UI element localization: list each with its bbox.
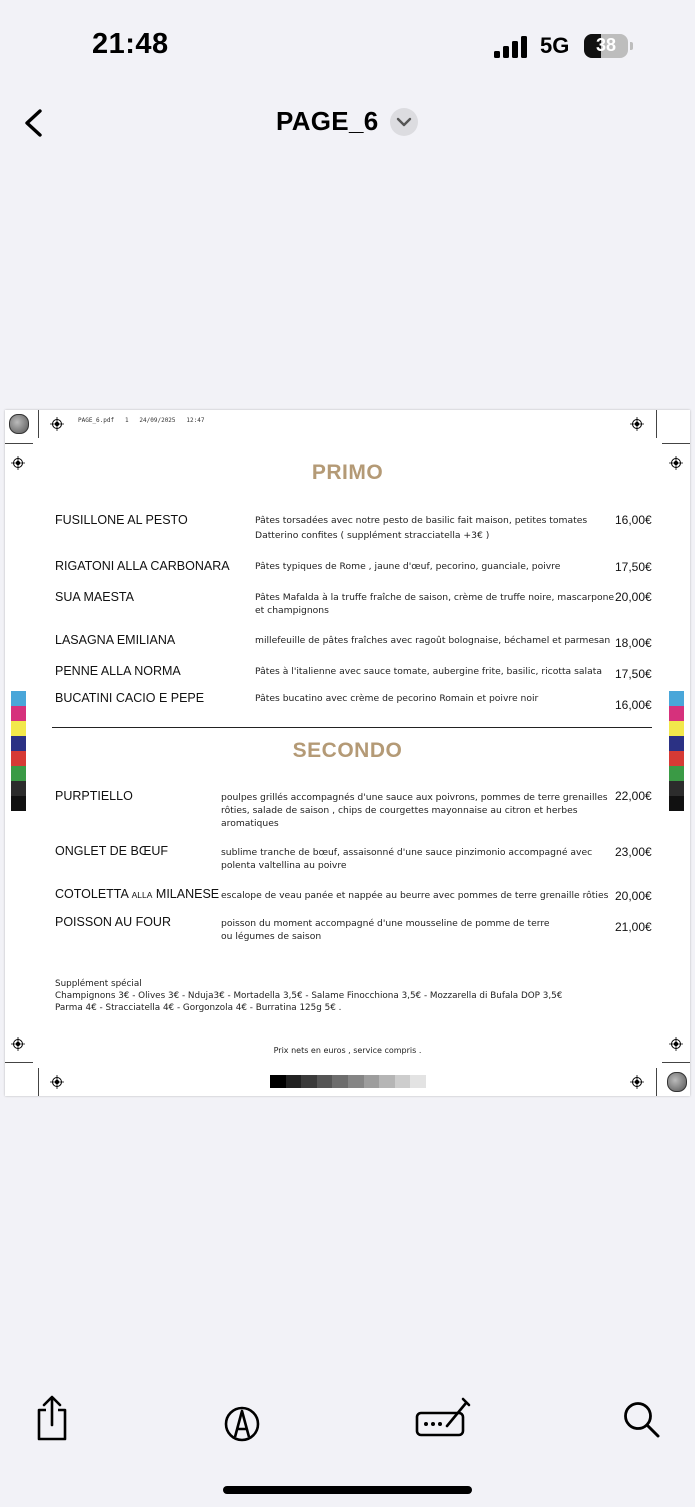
dish-name: SUA MAESTA <box>55 590 134 604</box>
crop-mark <box>38 410 39 438</box>
dish-price: 16,00€ <box>615 513 652 527</box>
pdf-file-info: PAGE_6.pdf 1 24/09/2025 12:47 <box>78 417 205 424</box>
crop-mark <box>656 1068 657 1096</box>
dish-description: Pâtes Mafalda à la truffe fraîche de saison, crème de truffe noire, mascarpone et champignons <box>255 592 615 616</box>
network-type: 5G <box>540 33 570 58</box>
share-icon <box>27 1393 77 1443</box>
color-swatch <box>669 796 684 811</box>
dish-name: COTOLETTA ALLA MILANESE <box>55 887 220 901</box>
bottom-toolbar <box>0 1385 695 1445</box>
price-footnote: Prix nets en euros , service compris . <box>273 1046 422 1055</box>
search-button[interactable] <box>617 1393 667 1443</box>
navigation-bar <box>0 95 695 155</box>
crop-mark <box>662 443 690 444</box>
dish-name: POISSON AU FOUR <box>55 915 171 929</box>
signature-icon <box>414 1393 474 1443</box>
crop-mark <box>662 1062 690 1063</box>
registration-mark-icon <box>50 417 64 431</box>
dish-price: 17,50€ <box>615 560 652 574</box>
dish-description: Pâtes à l'italienne avec sauce tomate, aubergine frite, basilic, ricotta salata <box>255 666 602 677</box>
grayscale-bar <box>270 1075 426 1088</box>
crop-mark <box>656 410 657 438</box>
dish-price: 16,00€ <box>615 698 652 712</box>
dish-name: BUCATINI CACIO E PEPE <box>55 691 205 705</box>
dish-description: escalope de veau panée et nappée au beurre avec pommes de terre grenaille rôties <box>221 890 609 901</box>
battery-icon <box>584 34 628 58</box>
chevron-left-icon <box>16 103 56 143</box>
signature-button[interactable] <box>414 1393 474 1443</box>
title-menu-button[interactable] <box>390 108 418 136</box>
share-button[interactable] <box>27 1393 77 1443</box>
color-swatch <box>669 706 684 721</box>
color-swatch <box>11 721 26 736</box>
section-title-primo: PRIMO <box>311 461 384 484</box>
crop-mark <box>38 1068 39 1096</box>
dish-price: 20,00€ <box>615 889 652 903</box>
section-divider <box>52 727 652 728</box>
dish-name: RIGATONI ALLA CARBONARA <box>55 559 230 573</box>
back-button[interactable] <box>16 103 56 143</box>
registration-mark-icon <box>630 1075 644 1089</box>
color-swatch <box>669 781 684 796</box>
dish-price: 21,00€ <box>615 920 652 934</box>
dish-name: PENNE ALLA NORMA <box>55 664 181 678</box>
chevron-down-icon <box>390 108 418 136</box>
battery-cap <box>630 42 633 50</box>
color-swatch <box>669 766 684 781</box>
markup-button[interactable] <box>217 1393 267 1443</box>
dish-name: FUSILLONE AL PESTO <box>55 513 188 527</box>
dish-name: ONGLET DE BŒUF <box>55 844 168 858</box>
dish-description: millefeuille de pâtes fraîches avec ragoût bolognaise, béchamel et parmesan <box>255 635 611 646</box>
dish-description: Pâtes torsadées avec notre pesto de basilic fait maison, petites tomates Datterino confites ( supplément stracciatella +3€ ) <box>255 515 588 541</box>
color-swatch <box>11 706 26 721</box>
dish-name: PURPTIELLO <box>55 789 133 803</box>
section-title-secondo: SECONDO <box>292 739 403 762</box>
status-bar <box>0 0 695 90</box>
color-swatch <box>11 766 26 781</box>
color-swatch <box>11 781 26 796</box>
dish-description: poisson du moment accompagné d'une mousseline de pomme de terre ou légumes de saison <box>221 918 550 942</box>
dish-price: 17,50€ <box>615 667 652 681</box>
home-indicator[interactable] <box>223 1486 472 1494</box>
crop-mark <box>5 1062 33 1063</box>
document-title[interactable]: PAGE_6 <box>276 106 379 136</box>
color-swatch <box>669 721 684 736</box>
bullseye-mark <box>9 414 29 434</box>
dish-description: sublime tranche de bœuf, assaisonné d'une sauce pinzimonio accompagné avec polenta valtellina au poivre <box>221 847 593 871</box>
dish-description: Pâtes bucatino avec crème de pecorino Romain et poivre noir <box>255 693 539 704</box>
crop-mark <box>5 443 33 444</box>
dish-price: 23,00€ <box>615 845 652 859</box>
bullseye-mark <box>667 1072 687 1092</box>
registration-mark-icon <box>630 417 644 431</box>
dish-price: 18,00€ <box>615 636 652 650</box>
color-swatch <box>11 796 26 811</box>
supplement-list: Supplément spécial Champignons 3€ - Olives 3€ - Nduja3€ - Mortadella 3,5€ - Salame Finocchiona 3,5€ - Mozzarella di Bufala DOP 3,5€ Parma 4€ - Stracciatella 4€ - Gorgonzola 4€ - Burratina 125g 5€ . <box>55 979 563 1013</box>
pdf-page[interactable] <box>5 410 690 1096</box>
dish-description: poulpes grillés accompagnés d'une sauce aux poivrons, pommes de terre grenailles rôties, salade de saison , chips de courgettes mayonnaise au citron et herbes aromatiques <box>221 792 608 829</box>
markup-icon <box>217 1393 267 1443</box>
dish-price: 22,00€ <box>615 789 652 803</box>
dish-description: Pâtes typiques de Rome , jaune d'œuf, pecorino, guanciale, poivre <box>255 561 561 572</box>
registration-mark-icon <box>50 1075 64 1089</box>
battery-level: 38 <box>595 35 617 55</box>
status-time: 21:48 <box>92 28 169 60</box>
dish-name: LASAGNA EMILIANA <box>55 633 176 647</box>
color-swatch <box>11 691 26 706</box>
search-icon <box>617 1393 667 1443</box>
color-swatch <box>669 691 684 706</box>
dish-price: 20,00€ <box>615 590 652 604</box>
cellular-signal-icon <box>494 36 530 58</box>
